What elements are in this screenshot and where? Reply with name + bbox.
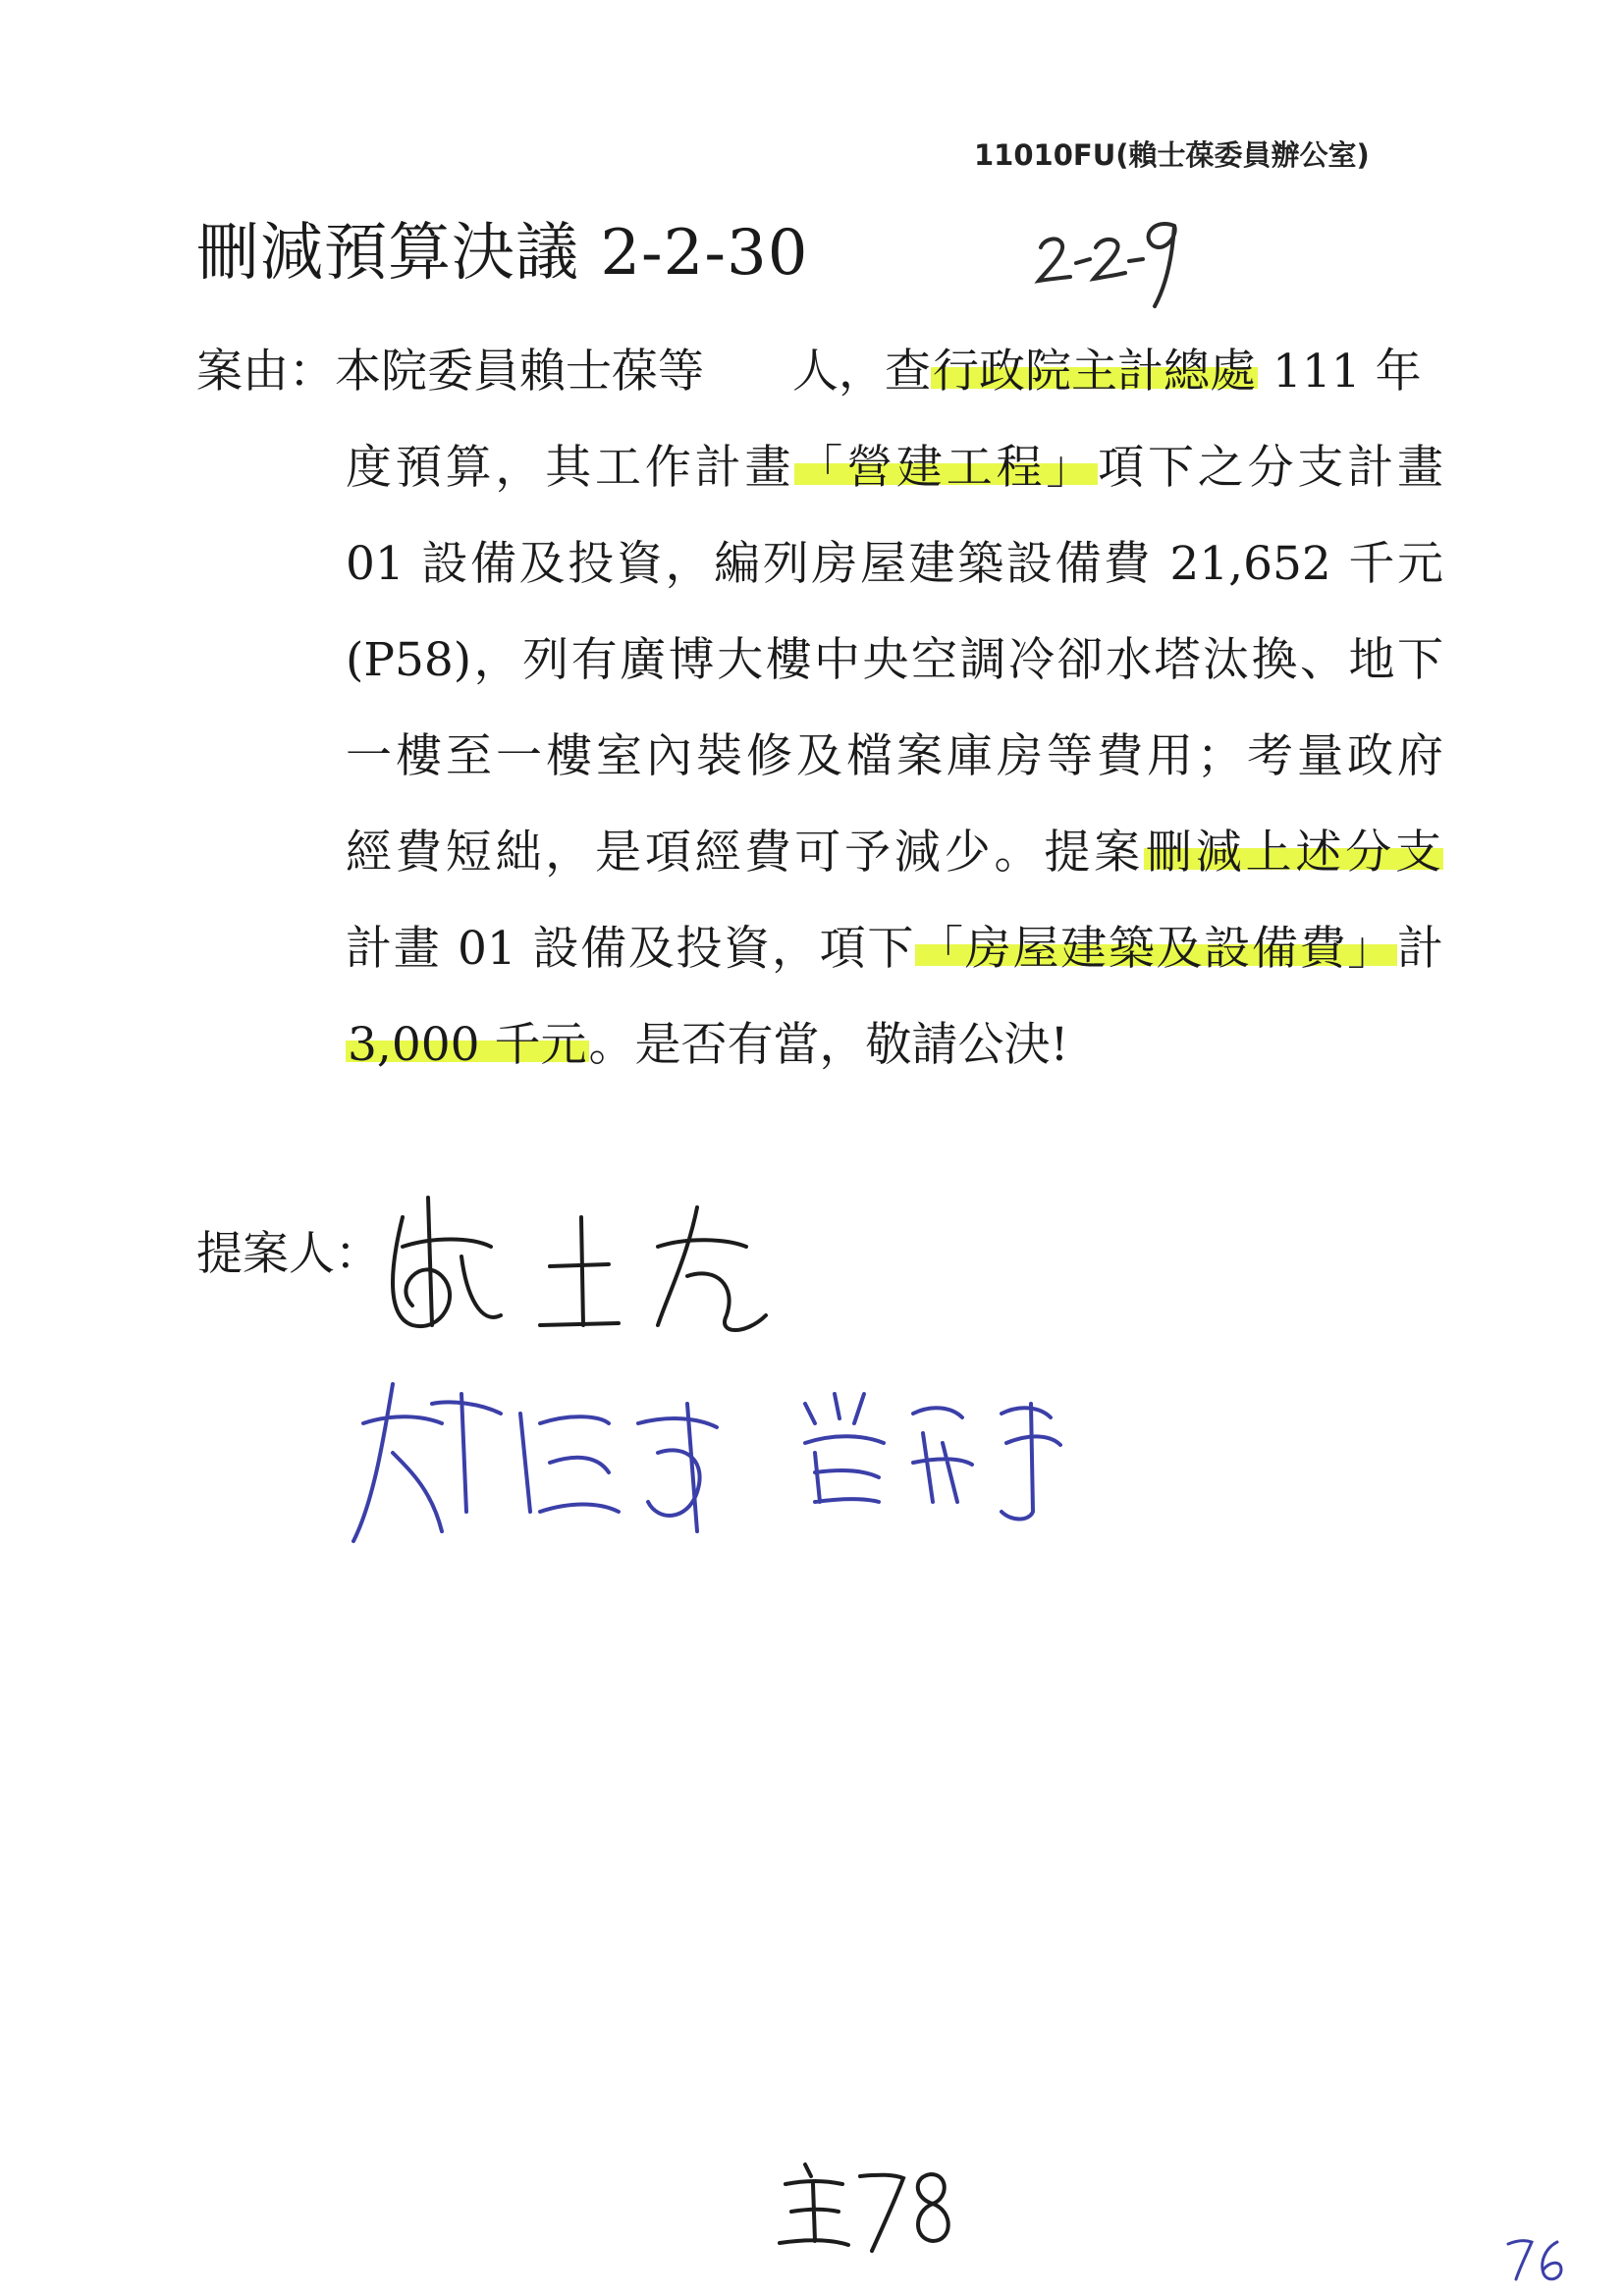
highlight-cut: 刪減上述分支	[1145, 826, 1442, 880]
highlight-project: 「營建工程」	[796, 441, 1097, 495]
case-label: 案由：	[196, 345, 335, 399]
case-line-5: 一樓至一樓室內裝修及檔案庫房等費用；考量政府	[346, 729, 1443, 783]
case-line-3: 01 設備及投資，編列房屋建築設備費 21,652 千元	[346, 537, 1443, 591]
case-line-6	[196, 805, 1443, 901]
case-body	[196, 324, 1443, 1094]
case-line-1	[196, 324, 1443, 420]
proposer-label: 提案人：	[196, 1227, 381, 1281]
highlight-item: 「房屋建築及設備費」	[917, 922, 1396, 976]
case-line-7	[196, 901, 1443, 997]
line2-suffix: 項下之分支計畫	[1098, 441, 1444, 495]
line2-prefix: 度預算，其工作計畫	[346, 441, 795, 495]
line7-prefix: 計畫 01 設備及投資，項下	[346, 922, 916, 976]
line8-suffix: 。是否有當，敬請公決!	[588, 1018, 1069, 1072]
case-line-4: (P58)，列有廣博大樓中央空調冷卻水塔汰換、地下	[346, 633, 1443, 687]
highlight-amount: 3,000 千元	[348, 1018, 587, 1072]
handwritten-code	[1031, 187, 1227, 314]
line7-suffix: 計	[1397, 922, 1444, 976]
case-line-8	[196, 997, 1443, 1094]
handwritten-page-code	[766, 2155, 962, 2263]
page-title: 刪減預算決議 2-2-30	[196, 217, 809, 290]
office-id: 11010FU(賴士葆委員辦公室)	[974, 138, 1370, 172]
year-part: 111 年	[1272, 345, 1422, 399]
handwritten-page-number	[1502, 2228, 1571, 2287]
signature-mark-icon	[785, 1374, 1080, 1522]
signature-mark-icon	[334, 1364, 746, 1551]
case-intro: 本院委員賴士葆等	[335, 345, 704, 399]
case-intro-suffix: 人，查	[792, 345, 931, 399]
case-line-2	[196, 420, 1443, 516]
line6-prefix: 經費短絀，是項經費可予減少。提案	[346, 826, 1144, 880]
highlight-agency: 行政院主計總處	[933, 345, 1256, 399]
signature-mark-icon	[373, 1178, 785, 1355]
